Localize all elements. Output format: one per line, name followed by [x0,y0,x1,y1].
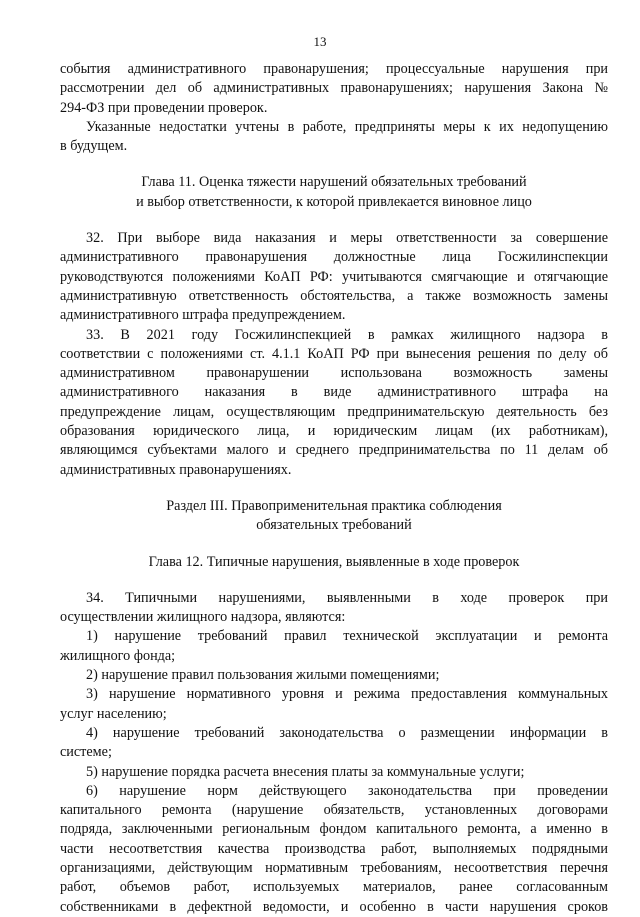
chapter-12-heading [60,553,608,572]
text-line: 3) нарушение нормативного уровня и режима предоставления коммунальных [86,686,608,703]
heading-line: Раздел III. Правоприменительная практика соблюдения [166,497,502,514]
text-line: соответствии с положениями ст. 4.1.1 КоАП РФ при вынесения решения по делу об [60,345,608,362]
list-item-5 [60,763,608,782]
list-item-2 [60,666,608,685]
document-body [60,60,608,917]
text-line: работ, объемов работ, используемых материалов, ранее согласованным [60,879,608,896]
text-line: 2) нарушение правил пользования жилыми помещениями; [86,667,440,684]
heading-line: и выбор ответственности, к которой привлекается виновное лицо [136,193,532,210]
text-line: жилищного фонда; [60,647,176,664]
paragraph-33 [60,326,608,480]
text-line: 294-ФЗ при проведении проверок. [60,99,268,116]
text-line: осуществлении жилищного надзора, являются: [60,609,346,626]
list-item-1 [60,627,608,666]
section-3-heading [60,497,608,536]
text-line: в будущем. [60,138,128,155]
text-line: услуг населению; [60,705,167,722]
text-line: подряда, заключенными региональным фондом капитального ремонта, а именно в [60,821,608,838]
text-line: собственниками в дефектной ведомости, и особенно в части нарушения сроков [60,898,608,915]
text-line: образования юридического лица, и юридическим лицам (их работникам), [60,423,608,440]
text-line: 33. В 2021 году Госжилинспекцией в рамках жилищного надзора в [86,326,608,343]
text-line: организациями, действующим нормативным требованиям, несоответствия перечня [60,859,608,876]
text-line: Указанные недостатки учтены в работе, предприняты меры к их недопущению [86,118,608,135]
text-line: административного штрафа предупреждением. [60,307,346,324]
chapter-11-heading [60,173,608,212]
text-line: 34. Типичными нарушениями, выявленными в ходе проверок при [86,589,608,606]
text-line: административном правонарушении использована возможность замены [60,365,608,382]
text-line: административного правонарушения должностные лица Госжилинспекции [60,249,608,266]
text-line: системе; [60,744,112,761]
heading-line: Глава 12. Типичные нарушения, выявленные в ходе проверок [148,553,520,570]
text-line: предупреждение лицам, осуществляющим предпринимательскую деятельность без [60,403,608,420]
text-line: 1) нарушение требований правил технической эксплуатации и ремонта [86,628,608,645]
page-number: 13 [313,34,327,49]
text-line: 5) нарушение порядка расчета внесения платы за коммунальные услуги; [86,763,525,780]
list-item-6 [60,782,608,917]
text-line: административного наказания в виде административного штрафа на [60,384,608,401]
paragraph-32 [60,229,608,325]
list-item-3 [60,685,608,724]
text-line: 32. При выборе вида наказания и меры ответственности за совершение [86,230,608,247]
heading-line: обязательных требований [256,517,412,534]
paragraph-34 [60,589,608,628]
paragraph-intro [60,60,608,118]
text-line: 4) нарушение требований законодательства о размещении информации в [86,724,608,741]
text-line: 6) нарушение норм действующего законодательства при проведении [86,782,608,799]
text-line: рассмотрении дел об административных правонарушениях; нарушения Закона № [60,80,608,97]
text-line: административных правонарушениях. [60,461,292,478]
text-line: руководствуются положениями КоАП РФ: учитываются смягчающие и отягчающие [60,268,608,285]
text-line: капитального ремонта (нарушение обязательств, установленных договорами [60,802,608,819]
paragraph-note [60,118,608,157]
text-line: являющимся субъектами малого и среднего предпринимательства по 11 делам об [60,442,608,459]
text-line: части несоответствия качества производства работ, выполняемых подрядными [60,840,608,857]
text-line: события административного правонарушения; процессуальные нарушения при [60,61,608,77]
heading-line: Глава 11. Оценка тяжести нарушений обязательных требований [141,174,527,191]
text-line: административную ответственность обстоятельства, а также возможность замены [60,287,608,304]
list-item-4 [60,724,608,763]
